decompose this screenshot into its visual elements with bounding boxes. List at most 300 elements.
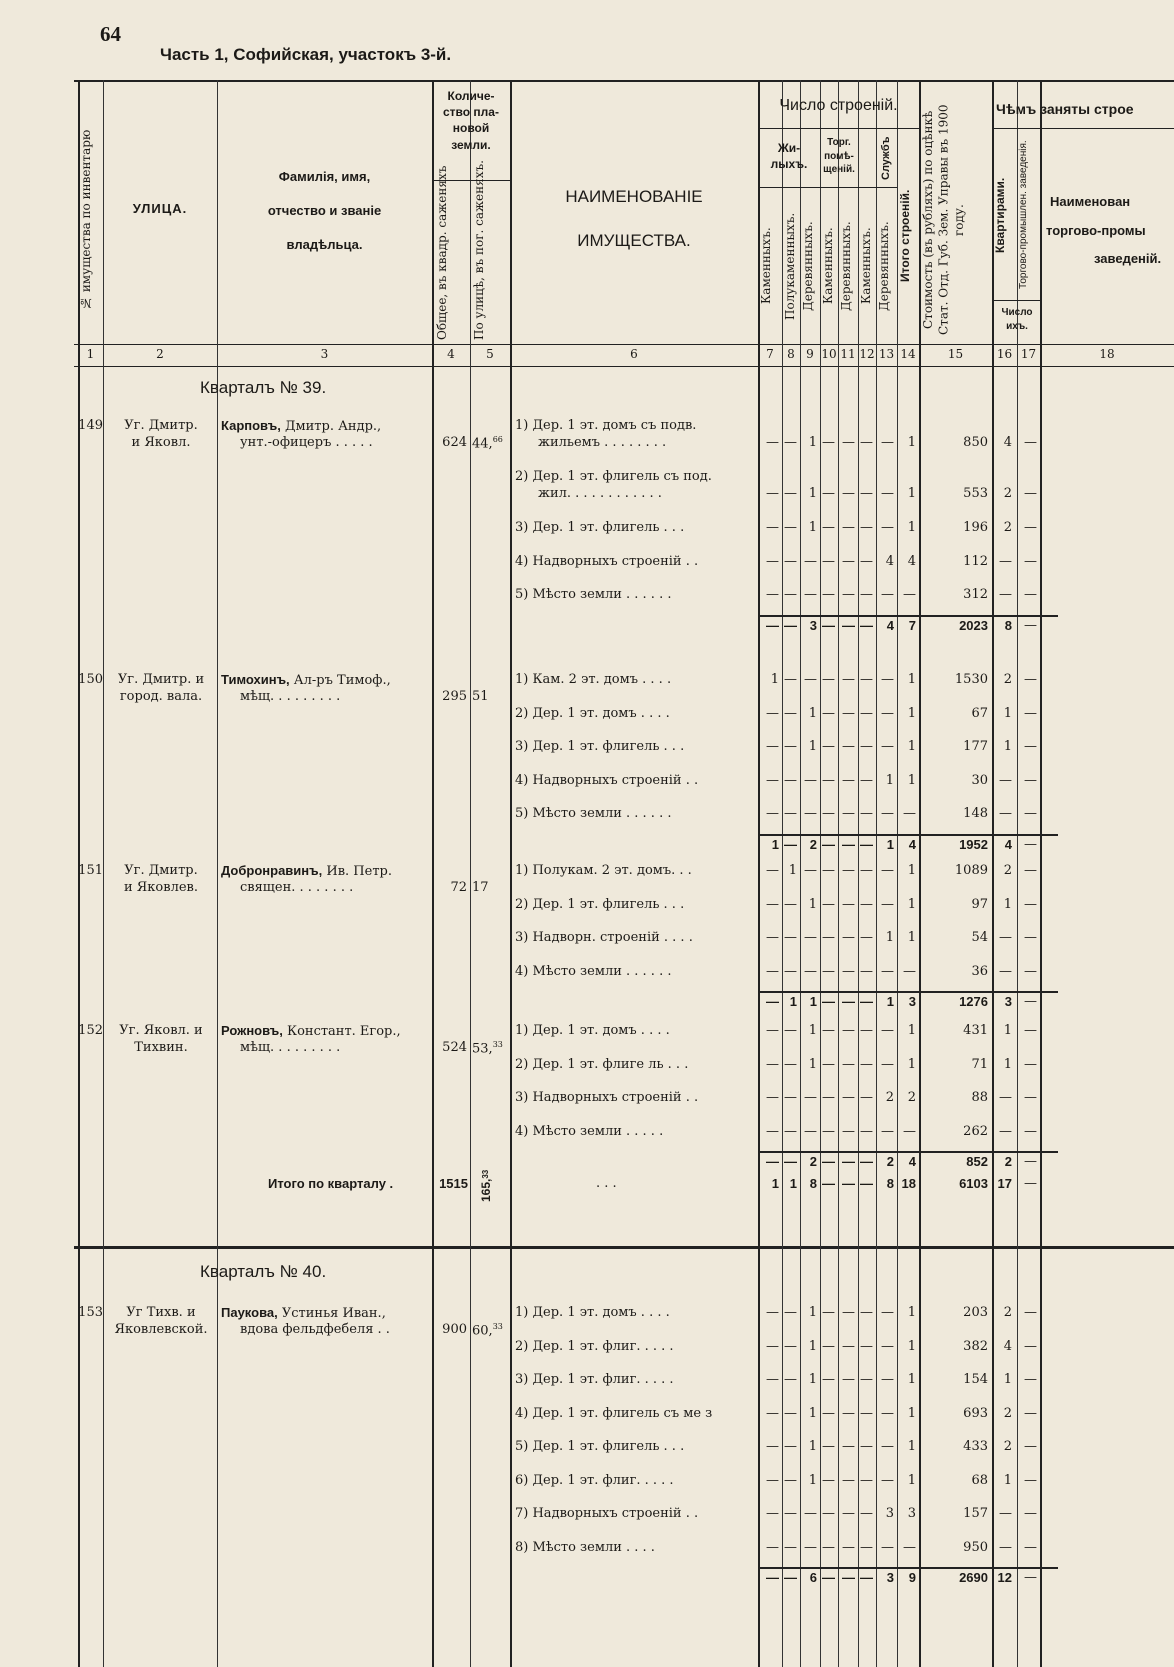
value-cell: 71 [971, 1056, 988, 1072]
count-cell: — [822, 435, 835, 450]
count-cell: — [784, 1439, 797, 1454]
property-item: 3) Дер. 1 эт. флиг. . . . . [515, 1372, 674, 1387]
count-cell: — [766, 553, 779, 569]
street-name: Уг. Дмитр. и [117, 672, 205, 687]
street-length: 60,33 [472, 1322, 503, 1339]
count-cell: — [804, 863, 817, 878]
count-cell: — [860, 617, 873, 633]
count-cell: — [860, 1338, 873, 1354]
count-cell: — [881, 1439, 894, 1454]
count-cell: — [842, 1405, 855, 1421]
count-cell: — [804, 1506, 817, 1521]
apartments-cell: — [999, 553, 1012, 569]
apartments-cell: — [999, 587, 1012, 602]
value-cell: 148 [963, 806, 988, 821]
count-cell: — [860, 1539, 873, 1555]
count-cell: 1 [771, 1176, 779, 1191]
trade-est-cell: — [1024, 1539, 1037, 1555]
property-item: 3) Дер. 1 эт. флигель . . . [515, 739, 685, 754]
count-cell: — [784, 520, 797, 535]
count-cell: — [842, 617, 855, 633]
value-cell: 54 [971, 930, 988, 945]
owner-title: унт.-офицеръ . . . . . [240, 435, 373, 450]
property-item: 3) Надворн. строеній . . . . [515, 930, 693, 945]
count-cell: — [842, 1338, 855, 1354]
owner-name: Рожновъ, Констант. Егор., [221, 1023, 401, 1039]
apartments-cell: 2 [1003, 672, 1012, 687]
count-cell: — [822, 1176, 835, 1191]
count-cell: 1 [789, 1176, 797, 1191]
land-area: 900 [442, 1322, 467, 1337]
count-cell: — [860, 1123, 873, 1139]
quarter-39-total-land: 1515 [439, 1176, 468, 1191]
value-cell: 431 [963, 1023, 988, 1038]
apartments-cell: — [999, 963, 1012, 979]
count-cell: — [842, 1123, 855, 1139]
count-cell: — [842, 1305, 855, 1320]
quarter-39-title: Кварталъ № 39. [200, 378, 327, 397]
count-cell: — [822, 739, 835, 754]
count-cell: 1 [808, 1056, 817, 1072]
apartments-cell: — [999, 1539, 1012, 1555]
trade-est-cell: — [1024, 705, 1037, 721]
count-cell: — [822, 994, 835, 1009]
count-cell: — [881, 587, 894, 602]
total-cell: 1 [907, 1305, 916, 1320]
trade-est-cell: — [1024, 836, 1037, 852]
inventory-no: 153 [78, 1305, 103, 1320]
trade-est-cell: — [1024, 672, 1037, 687]
count-cell: — [822, 1570, 835, 1585]
count-cell: — [804, 930, 817, 945]
count-cell: 8 [809, 1176, 817, 1191]
trade-est-cell: — [1024, 1472, 1037, 1488]
count-cell: 1 [885, 930, 894, 945]
land-area: 524 [442, 1040, 467, 1055]
value-cell: 88 [971, 1090, 988, 1105]
quarter-39-total-label: Итого по кварталу . [268, 1176, 394, 1191]
building-type-header: Каменныхъ. [859, 227, 873, 305]
count-cell: — [881, 739, 894, 754]
count-cell: 1 [808, 1023, 817, 1038]
count-cell: — [822, 930, 835, 945]
count-cell: 1 [789, 994, 797, 1009]
column-number: 17 [1020, 347, 1037, 361]
apartments-cell: 1 [1003, 739, 1012, 754]
property-item: 2) Дер. 1 эт. флиге ль . . . [515, 1056, 689, 1072]
trade-est-cell: — [1024, 863, 1037, 878]
count-cell: — [881, 1472, 894, 1488]
count-cell: — [822, 672, 835, 687]
property-item: 4) Мѣсто земли . . . . . . [515, 963, 672, 979]
count-cell: — [881, 486, 894, 501]
count-cell: — [784, 1023, 797, 1038]
count-cell: — [766, 520, 779, 535]
count-cell: — [822, 863, 835, 878]
total-cell: 1 [907, 435, 916, 450]
count-cell: — [842, 1506, 855, 1521]
trade-est-header: Торгово-промышлен. заведенія. [1018, 140, 1029, 290]
value-cell: 693 [963, 1405, 988, 1421]
subtotal-rule [758, 1567, 1058, 1569]
count-cell: — [842, 486, 855, 501]
apartments-cell: 1 [1003, 1023, 1012, 1038]
column-number: 9 [806, 347, 814, 361]
building-type-header: Деревянныхъ. [877, 221, 891, 311]
count-cell: — [766, 963, 779, 979]
count-cell: — [881, 1123, 894, 1139]
count-cell: — [784, 739, 797, 754]
count-cell: — [784, 1090, 797, 1105]
total-cell: 1 [907, 672, 916, 687]
count-cell: — [881, 896, 894, 912]
count-cell: — [860, 1154, 873, 1169]
owner-header: Фамилія, имя, отчество и званіе владѣльца. [267, 169, 382, 252]
count-cell: — [766, 1570, 779, 1585]
count-cell: — [822, 520, 835, 535]
count-cell: 1 [771, 836, 779, 852]
building-type-header: Деревянныхъ. [839, 221, 853, 311]
count-cell: — [860, 863, 873, 878]
value-cell: 97 [971, 896, 988, 912]
apartments-cell: 2 [1003, 1405, 1012, 1421]
count-cell: — [842, 553, 855, 569]
owner-title: мѣщ. . . . . . . . . [240, 689, 341, 704]
quarter-39-total-street: 165,33 [479, 1169, 493, 1203]
count-cell: — [784, 486, 797, 501]
property-item: 2) Дер. 1 эт. флиг. . . . . [515, 1338, 674, 1354]
column-number: 13 [878, 347, 895, 361]
count-cell: 3 [885, 1506, 894, 1521]
apartments-cell: — [999, 1123, 1012, 1139]
occupied-group-header: Чѣмъ заняты строе [996, 101, 1134, 117]
apartments-cell: — [999, 772, 1012, 788]
trade-est-cell: — [1024, 1023, 1037, 1038]
value-header: Стоимость (въ рубляхъ) по оцѣнкѣ Стат. Отд. Губ. Зем. Управы въ 1900 году. [921, 104, 967, 336]
count-cell: — [881, 863, 894, 878]
count-cell: — [881, 520, 894, 535]
total-cell: 1 [907, 772, 916, 788]
count-cell: 1 [808, 1305, 817, 1320]
count-cell: — [860, 836, 873, 852]
count-cell: — [822, 1472, 835, 1488]
street-name: город. вала. [119, 689, 203, 704]
count-cell: 1 [808, 896, 817, 912]
value-cell: 262 [963, 1123, 988, 1139]
street-name: Тихвин. [134, 1040, 188, 1055]
property-item: жильемъ . . . . . . . . [538, 435, 667, 450]
count-cell: — [766, 1154, 779, 1169]
land-total-header: Общее, въ квадр. саженяхъ [435, 165, 449, 340]
count-cell: — [804, 772, 817, 788]
property-item: 4) Надворныхъ строеній . . [515, 553, 699, 569]
count-cell: — [860, 553, 873, 569]
quarter-39-total-trade: — [1024, 1176, 1037, 1191]
trade-est-cell: — [1024, 772, 1037, 788]
count-cell: — [766, 1439, 779, 1454]
count-cell: — [822, 1539, 835, 1555]
count-cell: — [842, 1439, 855, 1454]
count-cell: — [822, 1090, 835, 1105]
building-type-header: Деревянныхъ. [801, 221, 815, 311]
column-number: 10 [821, 347, 837, 361]
count-cell: 2 [809, 836, 817, 852]
land-street-header: По улицѣ, въ пог. саженяхъ. [472, 160, 486, 340]
column-divider [217, 80, 218, 1667]
trade-est-cell: — [1024, 1090, 1037, 1105]
buildings-sub-rule [758, 187, 897, 188]
street-name: Яковлевской. [114, 1322, 208, 1337]
total-cell: 2 [907, 1090, 916, 1105]
value-cell: 850 [963, 435, 988, 450]
count-cell: — [860, 1090, 873, 1105]
trade-est-cell: — [1024, 617, 1037, 633]
property-item: 4) Надворныхъ строеній . . [515, 772, 699, 788]
count-cell: — [860, 930, 873, 945]
count-cell: 1 [808, 1372, 817, 1387]
count-cell: — [860, 1570, 873, 1585]
count-cell: — [766, 435, 779, 450]
owner-title: священ. . . . . . . . [240, 880, 354, 895]
count-cell: — [766, 896, 779, 912]
count-cell: 8 [886, 1176, 894, 1191]
inventory-no-header: № имущества по инвентарю [79, 129, 93, 311]
property-item: 8) Мѣсто земли . . . . [515, 1539, 655, 1555]
apartments-cell: 4 [1004, 836, 1012, 852]
count-cell: — [860, 1056, 873, 1072]
count-cell: — [842, 1154, 855, 1169]
count-cell: — [766, 617, 779, 633]
value-cell: 852 [966, 1154, 988, 1169]
count-cell: — [804, 1539, 817, 1555]
count-cell: — [842, 1539, 855, 1555]
count-cell: — [804, 553, 817, 569]
count-cell: 1 [808, 486, 817, 501]
property-item: 6) Дер. 1 эт. флиг. . . . . [515, 1472, 674, 1488]
count-cell: 1 [808, 1439, 817, 1454]
property-item: 2) Дер. 1 эт. домъ . . . . [515, 705, 670, 721]
count-cell: — [881, 435, 894, 450]
count-cell: 3 [886, 1570, 894, 1585]
trade-est-cell: — [1024, 1123, 1037, 1139]
count-cell: 1 [788, 863, 797, 878]
count-cell: — [860, 705, 873, 721]
total-cell: 1 [907, 486, 916, 501]
street-name: и Яковл. [131, 435, 191, 450]
column-number: 11 [840, 347, 856, 361]
total-buildings-header: Итого строеній. [898, 189, 912, 283]
count-cell: — [804, 806, 817, 821]
count-cell: — [860, 587, 873, 602]
count-cell: — [842, 587, 855, 602]
count-cell: — [881, 1338, 894, 1354]
property-item: 1) Дер. 1 эт. домъ . . . . [515, 1305, 670, 1320]
trade-est-cell: — [1024, 1570, 1037, 1585]
count-cell: — [822, 617, 835, 633]
count-cell: — [784, 896, 797, 912]
count-cell: 1 [886, 994, 894, 1009]
apartments-cell: — [999, 806, 1012, 821]
count-cell: — [822, 963, 835, 979]
count-cell: — [804, 1123, 817, 1139]
count-cell: — [766, 772, 779, 788]
trade-est-cell: — [1024, 963, 1037, 979]
count-cell: — [784, 1305, 797, 1320]
column-number: 4 [447, 347, 455, 361]
property-item: 3) Дер. 1 эт. флигель . . . [515, 520, 685, 535]
count-cell: 1 [808, 1338, 817, 1354]
building-type-header: Каменныхъ. [821, 227, 835, 305]
count-cell: — [804, 672, 817, 687]
value-cell: 154 [963, 1372, 988, 1387]
apartments-cell: — [999, 1090, 1012, 1105]
value-cell: 68 [971, 1472, 988, 1488]
total-cell: 3 [908, 994, 916, 1009]
total-cell: 1 [907, 1372, 916, 1387]
total-cell: 1 [907, 1023, 916, 1038]
value-cell: 196 [963, 520, 988, 535]
count-cell: — [822, 1338, 835, 1354]
property-header: НАИМЕНОВАНІЕ ИМУЩЕСТВА. [565, 187, 703, 251]
total-cell: 4 [908, 1154, 916, 1169]
street-length: 17 [472, 880, 489, 895]
count-cell: — [766, 587, 779, 602]
street-header: УЛИЦА. [132, 201, 188, 216]
count-cell: 2 [886, 1154, 894, 1169]
count-cell: — [881, 1305, 894, 1320]
count-cell: — [766, 1056, 779, 1072]
count-cell: — [881, 705, 894, 721]
street-name: и Яковлев. [124, 880, 198, 895]
count-cell: — [860, 896, 873, 912]
count-cell: — [766, 1305, 779, 1320]
count-cell: — [784, 1405, 797, 1421]
count-cell: — [842, 739, 855, 754]
count-cell: — [842, 520, 855, 535]
buildings-group-rule [758, 128, 919, 129]
value-cell: 30 [971, 772, 988, 788]
count-cell: — [842, 705, 855, 721]
count-cell: — [766, 1506, 779, 1521]
apartments-cell: 2 [1003, 486, 1012, 501]
count-header: Число ихъ. [1001, 307, 1033, 332]
apartments-cell: 1 [1003, 1472, 1012, 1488]
count-cell: 6 [809, 1570, 817, 1585]
apartments-cell: 4 [1003, 1338, 1012, 1354]
count-cell: — [784, 1570, 797, 1585]
count-cell: — [822, 1305, 835, 1320]
table-top-rule [74, 80, 1174, 82]
count-cell: 2 [885, 1090, 894, 1105]
count-cell: — [881, 1056, 894, 1072]
count-cell: — [842, 435, 855, 450]
total-cell: 9 [908, 1570, 916, 1585]
count-cell: — [860, 963, 873, 979]
trade-est-cell: — [1024, 587, 1037, 602]
value-cell: 157 [963, 1506, 988, 1521]
property-item: 5) Дер. 1 эт. флигель . . . [515, 1439, 685, 1454]
count-cell: — [842, 1570, 855, 1585]
column-number: 16 [996, 347, 1013, 361]
apartments-cell: 2 [1004, 1154, 1012, 1169]
column-number: 18 [1099, 347, 1115, 361]
count-cell: — [784, 1154, 797, 1169]
count-cell: — [842, 1023, 855, 1038]
count-cell: — [860, 1506, 873, 1521]
count-cell: — [881, 806, 894, 821]
count-cell: — [804, 587, 817, 602]
property-item: 2) Дер. 1 эт. флигель съ под. [515, 469, 712, 484]
total-cell: — [903, 963, 916, 979]
apartments-cell: 1 [1003, 1056, 1012, 1072]
count-cell: 1 [886, 836, 894, 852]
count-cell: — [766, 705, 779, 721]
count-cell: — [766, 994, 779, 1009]
total-cell: 3 [907, 1506, 916, 1521]
building-type-header: Полукаменныхъ. [783, 212, 797, 320]
value-cell: 312 [963, 587, 988, 602]
count-cell: — [842, 1372, 855, 1387]
count-cell: — [860, 520, 873, 535]
count-cell: — [860, 1439, 873, 1454]
trade-est-cell: — [1024, 896, 1037, 912]
property-item: 4) Мѣсто земли . . . . . [515, 1123, 664, 1139]
count-cell: — [842, 896, 855, 912]
street-name: Уг. Дмитр. [124, 418, 198, 433]
column-divider [510, 80, 512, 1667]
count-cell: — [766, 930, 779, 945]
total-cell: 1 [907, 705, 916, 721]
count-cell: — [766, 1405, 779, 1421]
value-cell: 112 [963, 553, 988, 569]
apartments-cell: 2 [1003, 1439, 1012, 1454]
value-cell: 950 [963, 1539, 988, 1555]
residential-header: Жи-лыхъ. [770, 141, 808, 172]
count-cell: 1 [885, 772, 894, 788]
property-item: 1) Кам. 2 эт. домъ . . . . [515, 672, 672, 687]
total-cell: 7 [908, 617, 916, 633]
trade-header: Торг. помѣ-щеній. [823, 137, 855, 175]
count-cell: — [766, 1372, 779, 1387]
running-head: Часть 1, Софийская, участокъ 3-й. [160, 45, 452, 64]
count-cell: — [842, 1176, 855, 1191]
trade-est-cell: — [1024, 739, 1037, 754]
count-cell: 1 [808, 705, 817, 721]
apartments-cell: 2 [1003, 1305, 1012, 1320]
count-cell: — [860, 1472, 873, 1488]
total-cell: 1 [907, 1338, 916, 1354]
total-cell: 1 [907, 1405, 916, 1421]
count-cell: — [842, 672, 855, 687]
count-cell: — [784, 435, 797, 450]
quarter-39-total-apt: 17 [997, 1176, 1012, 1191]
count-cell: 1 [808, 520, 817, 535]
value-cell: 433 [963, 1439, 988, 1454]
count-cell: — [822, 1439, 835, 1454]
count-cell: — [766, 1023, 779, 1038]
total-cell: 1 [907, 863, 916, 878]
value-cell: 2690 [959, 1570, 988, 1585]
count-cell: — [842, 930, 855, 945]
count-cell: — [822, 1123, 835, 1139]
count-cell: — [860, 435, 873, 450]
apartments-cell: — [999, 930, 1012, 945]
subtotal-rule [758, 991, 1058, 993]
header-bottom-rule [74, 344, 1174, 345]
column-number: 12 [859, 347, 875, 361]
count-cell: — [881, 1023, 894, 1038]
count-cell: 1 [770, 672, 779, 687]
